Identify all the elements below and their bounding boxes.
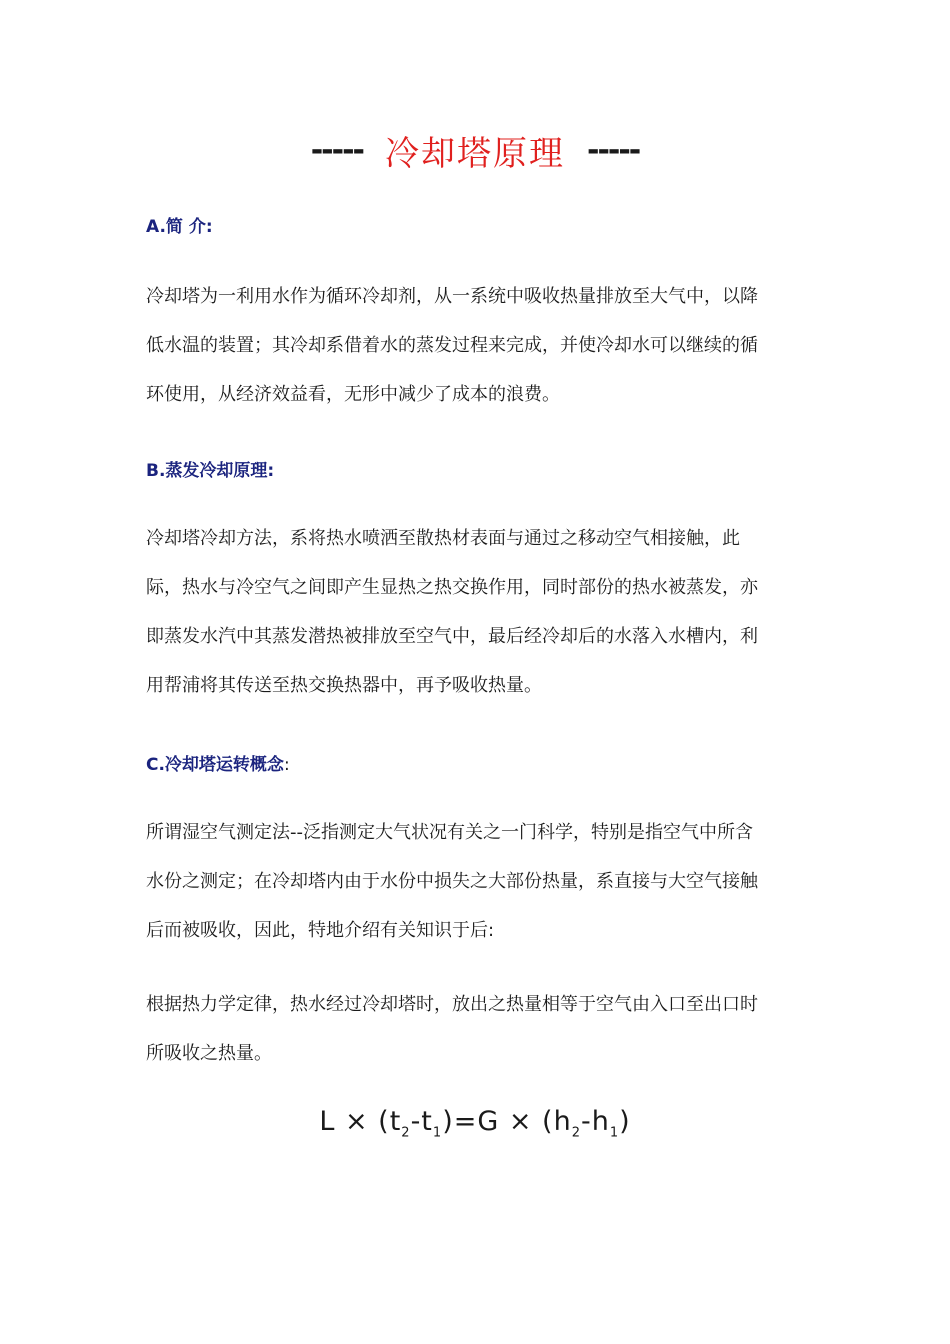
section-c-p1-line-1: 所谓湿空气测定法--泛指测定大气状况有关之一门科学，特别是指空气中所含 [146, 822, 753, 843]
title-dash-left: ----- [310, 132, 363, 168]
formula-sub-1: 2 [401, 1125, 411, 1141]
section-b-line-1: 冷却塔冷却方法，系将热水喷洒至散热材表面与通过之移动空气相接触，此 [146, 528, 740, 549]
section-c-p1-line-2: 水份之测定；在冷却塔内由于水份中损失之大部份热量，系直接与大空气接触 [146, 871, 758, 892]
formula-sub-3: 2 [571, 1125, 581, 1141]
section-c-p1-line-3: 后而被吸收，因此，特地介绍有关知识于后: [146, 920, 495, 941]
section-c-paragraph-1 [146, 808, 806, 955]
section-a-line-2: 低水温的装置；其冷却系借着水的蒸发过程来完成，并使冷却水可以继续的循 [146, 335, 758, 356]
section-c-p2-line-2: 所吸收之热量。 [146, 1043, 272, 1064]
section-c-p2-line-1: 根据热力学定律，热水经过冷却塔时，放出之热量相等于空气由入口至出口时 [146, 994, 758, 1015]
formula-part-1: L × (t [319, 1106, 402, 1137]
section-b-line-3: 即蒸发水汽中其蒸发潜热被排放至空气中，最后经冷却后的水落入水槽内，利 [146, 626, 758, 647]
formula-sub-2: 1 [432, 1125, 443, 1141]
title-text: 冷却塔原理 [385, 133, 565, 174]
formula-sub-4: 1 [609, 1125, 620, 1141]
section-c-heading-colon: : [283, 755, 290, 775]
section-c-heading-text: C.冷却塔运转概念 [146, 755, 284, 775]
section-a-line-1: 冷却塔为一利用水作为循环冷却剂，从一系统中吸收热量排放至大气中，以降 [146, 286, 758, 307]
section-a-heading: A.简 介: [146, 217, 213, 237]
formula-part-2: -t [410, 1106, 433, 1137]
section-b-line-4: 用帮浦将其传送至热交换热器中，再予吸收热量。 [146, 675, 542, 696]
section-b-heading: B.蒸发冷却原理: [146, 461, 275, 481]
section-a-paragraph [146, 272, 806, 419]
formula-part-3: )=G × (h [442, 1106, 572, 1137]
document-title [0, 122, 950, 178]
section-a-line-3: 环使用，从经济效益看，无形中减少了成本的浪费。 [146, 384, 560, 405]
section-b-paragraph [146, 514, 806, 710]
formula-part-4: -h [580, 1106, 610, 1137]
section-c-paragraph-2 [146, 980, 806, 1078]
title-dash-right: ----- [587, 132, 640, 168]
heat-balance-formula [0, 1106, 950, 1140]
section-c-heading [146, 750, 290, 775]
section-b-line-2: 际，热水与冷空气之间即产生显热之热交换作用，同时部份的热水被蒸发，亦 [146, 577, 758, 598]
formula-part-5: ) [619, 1106, 631, 1137]
